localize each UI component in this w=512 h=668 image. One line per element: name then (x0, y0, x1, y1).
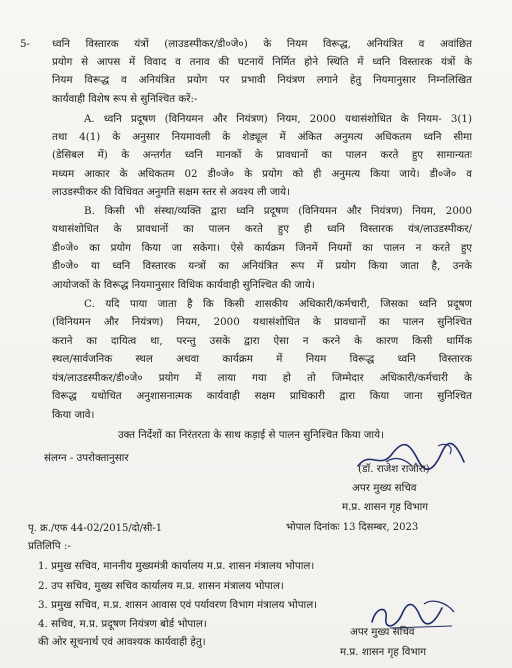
point-number: 5- (20, 38, 31, 50)
section-a-line-1: A. ध्वनि प्रदूषण (विनियमन और नियंत्रण) नियम, 2000 यथासंशोधित के नियम- 3(1) (84, 113, 472, 125)
reference-number: पृ. क्र./एफ 44-02/2015/दो/सी-1 (28, 523, 163, 534)
copy-footer: की ओर सूचनार्थ एवं आवश्यक कार्यवाही हेतु। (38, 636, 206, 648)
section-a-line-4: मध्यम आकार के अधिकतम 02 डी०जे० के प्रयोग को ही अनुमत्य किया जाये। डी०जे० व (52, 168, 472, 180)
signatory-1-department: म.प्र. शासन गृह विभाग (342, 501, 429, 513)
section-c-line-3: कराने का दायित्व था, परन्तु उसके द्वारा ऐसा न करने के कारण किसी धार्मिक (52, 335, 472, 347)
section-c-line-1: C. यदि पाया जाता है कि किसी शासकीय अधिकारी/कर्मचारी, जिसका ध्वनि प्रदूषण (84, 298, 472, 310)
signatory-2-department: म.प्र. शासन गृह विभाग (340, 646, 427, 658)
closing-instruction: उक्त निर्देशों का निरंतरता के साथ कड़ाई से पालन सुनिश्चित किया जाये। (118, 429, 384, 441)
signatory-2-designation: अपर मुख्य सचिव (350, 626, 415, 638)
section-a-line-3: (डेसिबल में) के अन्तर्गत ध्वनि मानकों के प्रावधानों का पालन करते हुए सामान्यतः (52, 149, 472, 161)
copy-label: प्रतिलिपि :- (28, 540, 71, 552)
intro-line-2: प्रयोग से आपस में विवाद व तनाव की घटनायें निर्मित होने स्थिति में ध्वनि विस्तारक यंत्रों के (52, 56, 472, 68)
intro-line-1: ध्वनि विस्तारक यंत्रों (लाउडस्पीकर/डी०जे०) के नियम विरूद्ध, अनियंत्रित व अवांछित (52, 38, 472, 50)
section-c-line-6: विरूद्ध यथोचित अनुशासनात्मक कार्यवाही सक्षम प्राधिकारी द्वारा किया जाना सुनिश्चित (52, 390, 472, 402)
signatory-1-designation: अपर मुख्य सचिव (352, 482, 417, 494)
section-b-line-1: B. किसी भी संस्था/व्यक्ति द्वारा ध्वनि प्रदूषण (विनियमन और नियंत्रण) नियम, 2000 (84, 205, 472, 217)
intro-line-4: कार्यवाही विशेष रूप से सुनिश्चित करें:- (52, 93, 198, 105)
section-c-line-2: (विनियमन और नियंत्रण) नियम, 2000 यथासंशोधित के प्रावधानों का पालन सुनिश्चित (52, 316, 472, 328)
signatory-1-name: (डॉ. राजेश राजौरा) (358, 463, 430, 475)
copy-item-3: 3. प्रमुख सचिव, म.प्र. शासन आवास एवं पर्यावरण विभाग मंत्रालय भोपाल। (38, 599, 318, 611)
section-c-line-4: स्थल/सार्वजनिक स्थल अथवा कार्यक्रम में नियम विरूद्ध ध्वनि विस्तारक (52, 353, 472, 365)
copy-item-1: 1. प्रमुख सचिव, माननीय मुख्यमंत्री कार्यालय म.प्र. शासन मंत्रालय भोपाल। (38, 560, 315, 572)
section-b-line-4: डी०जे० या ध्वनि विस्तारक यन्त्रों का अनियंत्रित रूप में प्रयोग किया जाता है, उनके (52, 260, 472, 272)
section-a-line-2: तथा 4(1) के अनुसार नियमावली के शेड्यूल में अंकित अनुमत्य अधिकतम ध्वनि सीमा (52, 131, 472, 143)
section-b-line-5: आयोजकों के विरूद्ध नियमानुसार विधिक कार्यवाही सुनिश्चित की जाये। (52, 279, 315, 291)
section-b-line-3: डी०जे० का प्रयोग किया जा सकेगा। ऐसे कार्यक्रम जिनमें नियमों का पालन न करते हुए (52, 242, 472, 254)
copy-item-2: 2. उप सचिव, मुख्य सचिव कार्यालय म.प्र. शासन मंत्रालय भोपाल। (38, 580, 284, 592)
section-c-line-5: यंत्र/लाउडस्पीकर/डी०जे० प्रयोग में लाया गया हो तो जिम्मेदार अधिकारी/कर्मचारी के (52, 372, 472, 384)
section-c-line-7: किया जावे। (52, 409, 95, 421)
enclosure-note: संलग्न - उपरोक्तानुसार (44, 452, 129, 464)
section-a-line-5: लाउडस्पीकर की विधिवत अनुमति सक्षम स्तर से अवश्य ली जाये। (52, 186, 291, 198)
intro-line-3: नियम विरूद्ध व अनियंत्रित प्रयोग पर प्रभावी नियंत्रण लगाने हेतु नियमानुसार निम्नलिखित (52, 74, 472, 86)
section-b-line-2: यथासंशोधित के प्रावधानों का पालन करते हुए ही ध्वनि विस्तारक यंत्र/लाउडस्पीकर/ (52, 223, 472, 235)
copy-item-4: 4. सचिव, म.प्र. प्रदूषण नियंत्रण बोर्ड भोपाल। (38, 618, 207, 630)
place-and-date: भोपाल दिनांकः 13 दिसम्बर, 2023 (286, 522, 419, 533)
